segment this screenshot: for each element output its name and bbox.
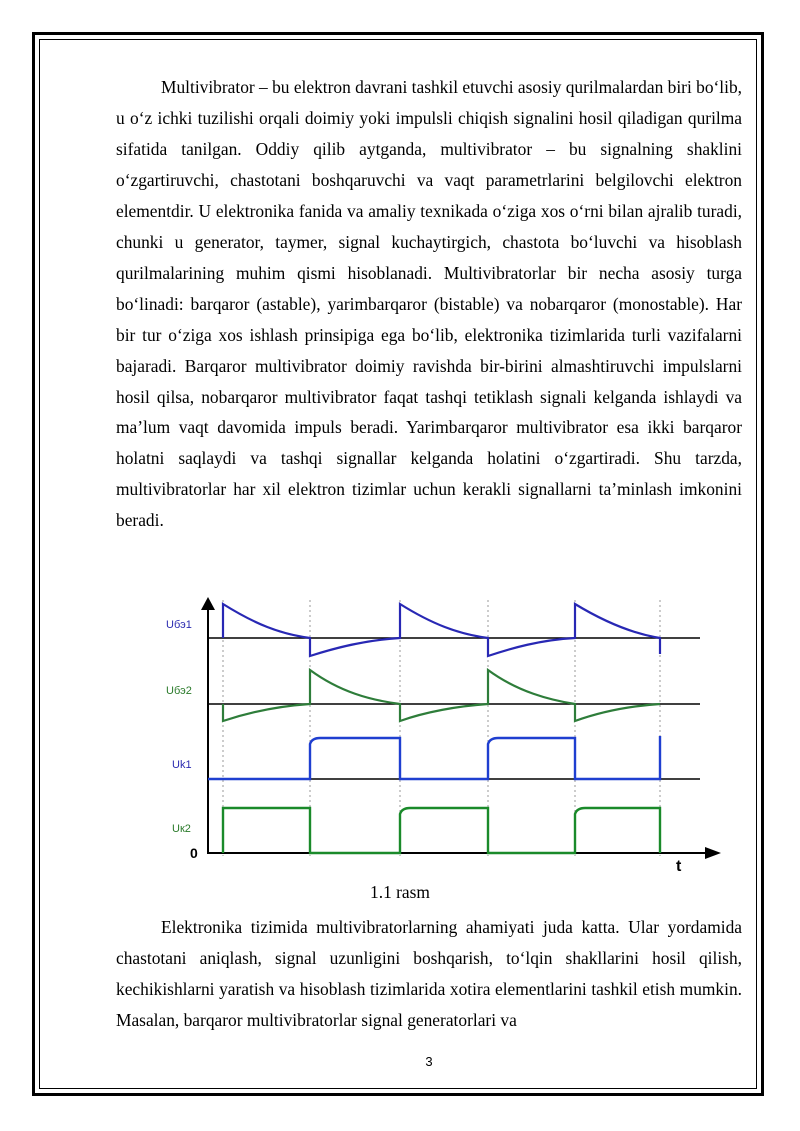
paragraph-intro: Multivibrator – bu elektron davrani tashkil etuvchi asosiy qurilmalardan biri bo‘lib, u o‘z ichki tuzilishi orqali doimiy yoki impulsli chiqish signalini hosil qiladigan qurilma sifatida tanilgan. Oddiy qilib aytganda, multivibrator – bu signalning shaklini o‘zgartiruvchi, chastotani boshqaruvchi va vaqt parametrlarini belgilovchi elektron elementdir. U elektronika fanida va amaliy texnikada o‘ziga xos o‘rni bilan ajralib turadi, chunki u generator, taymer, signal kuchaytirgich, chastota bo‘luvchi va hisoblash qurilmalarining muhim qismi hisoblanadi. Multivibratorlar bir necha asosiy turga bo‘linadi: barqaror (astable), yarimbarqaror (bistable) va nobarqaror (monostable). Har bir tur o‘ziga xos ishlash prinsipiga ega bo‘lib, elektronika tizimlarida turli vazifalarni bajaradi. Barqaror multivibrator doimiy ravishda bir-birini almashtiruvchi impulslarni hosil qilsa, nobarqaror multivibrator faqat tashqi tetiklash signali kelganda ishlaydi va ma’lum vaqt davomida impuls beradi. Yarimbarqaror multivibrator esa ikki barqaror holatni saqlaydi va tashqi signallar kelganda holatini o‘zgartiradi. Shu tarzda, multivibratorlar har xil elektron tizimlar uchun kerakli signallarni ta’minlash imkonini beradi. [116,77,743,531]
uk1-label: Uk1 [172,759,192,771]
paragraph-importance: Elektronika tizimida multivibratorlarning ahamiyati juda katta. Ular yordamida chastotani aniqlash, signal uzunligini boshqarish, to‘lqin shakllarini hosil qilish, kechikishlarni yaratish va hisoblash tizimlarida xotira elementlarini tashkil etish mumkin. Masalan, barqaror multivibratorlar signal generatorlari va [116,917,742,1030]
time-axis-label: t [676,858,682,875]
ube2-waveform [223,670,660,721]
ube1-waveform [223,604,660,656]
origin-label: 0 [190,845,198,861]
ube1-label: Uбэ1 [166,619,192,631]
figure-caption: 1.1 rasm [370,882,430,902]
multivibrator-timing-diagram [160,596,730,876]
uk1-waveform [208,736,660,779]
ube2-label: Uбэ2 [166,685,192,697]
uk2-waveform [223,808,660,853]
x-axis-arrow [705,847,721,859]
page-number: 3 [425,1054,433,1069]
uk2-label: Uк2 [172,823,191,835]
axes [208,608,708,854]
y-axis-arrow [201,597,215,610]
